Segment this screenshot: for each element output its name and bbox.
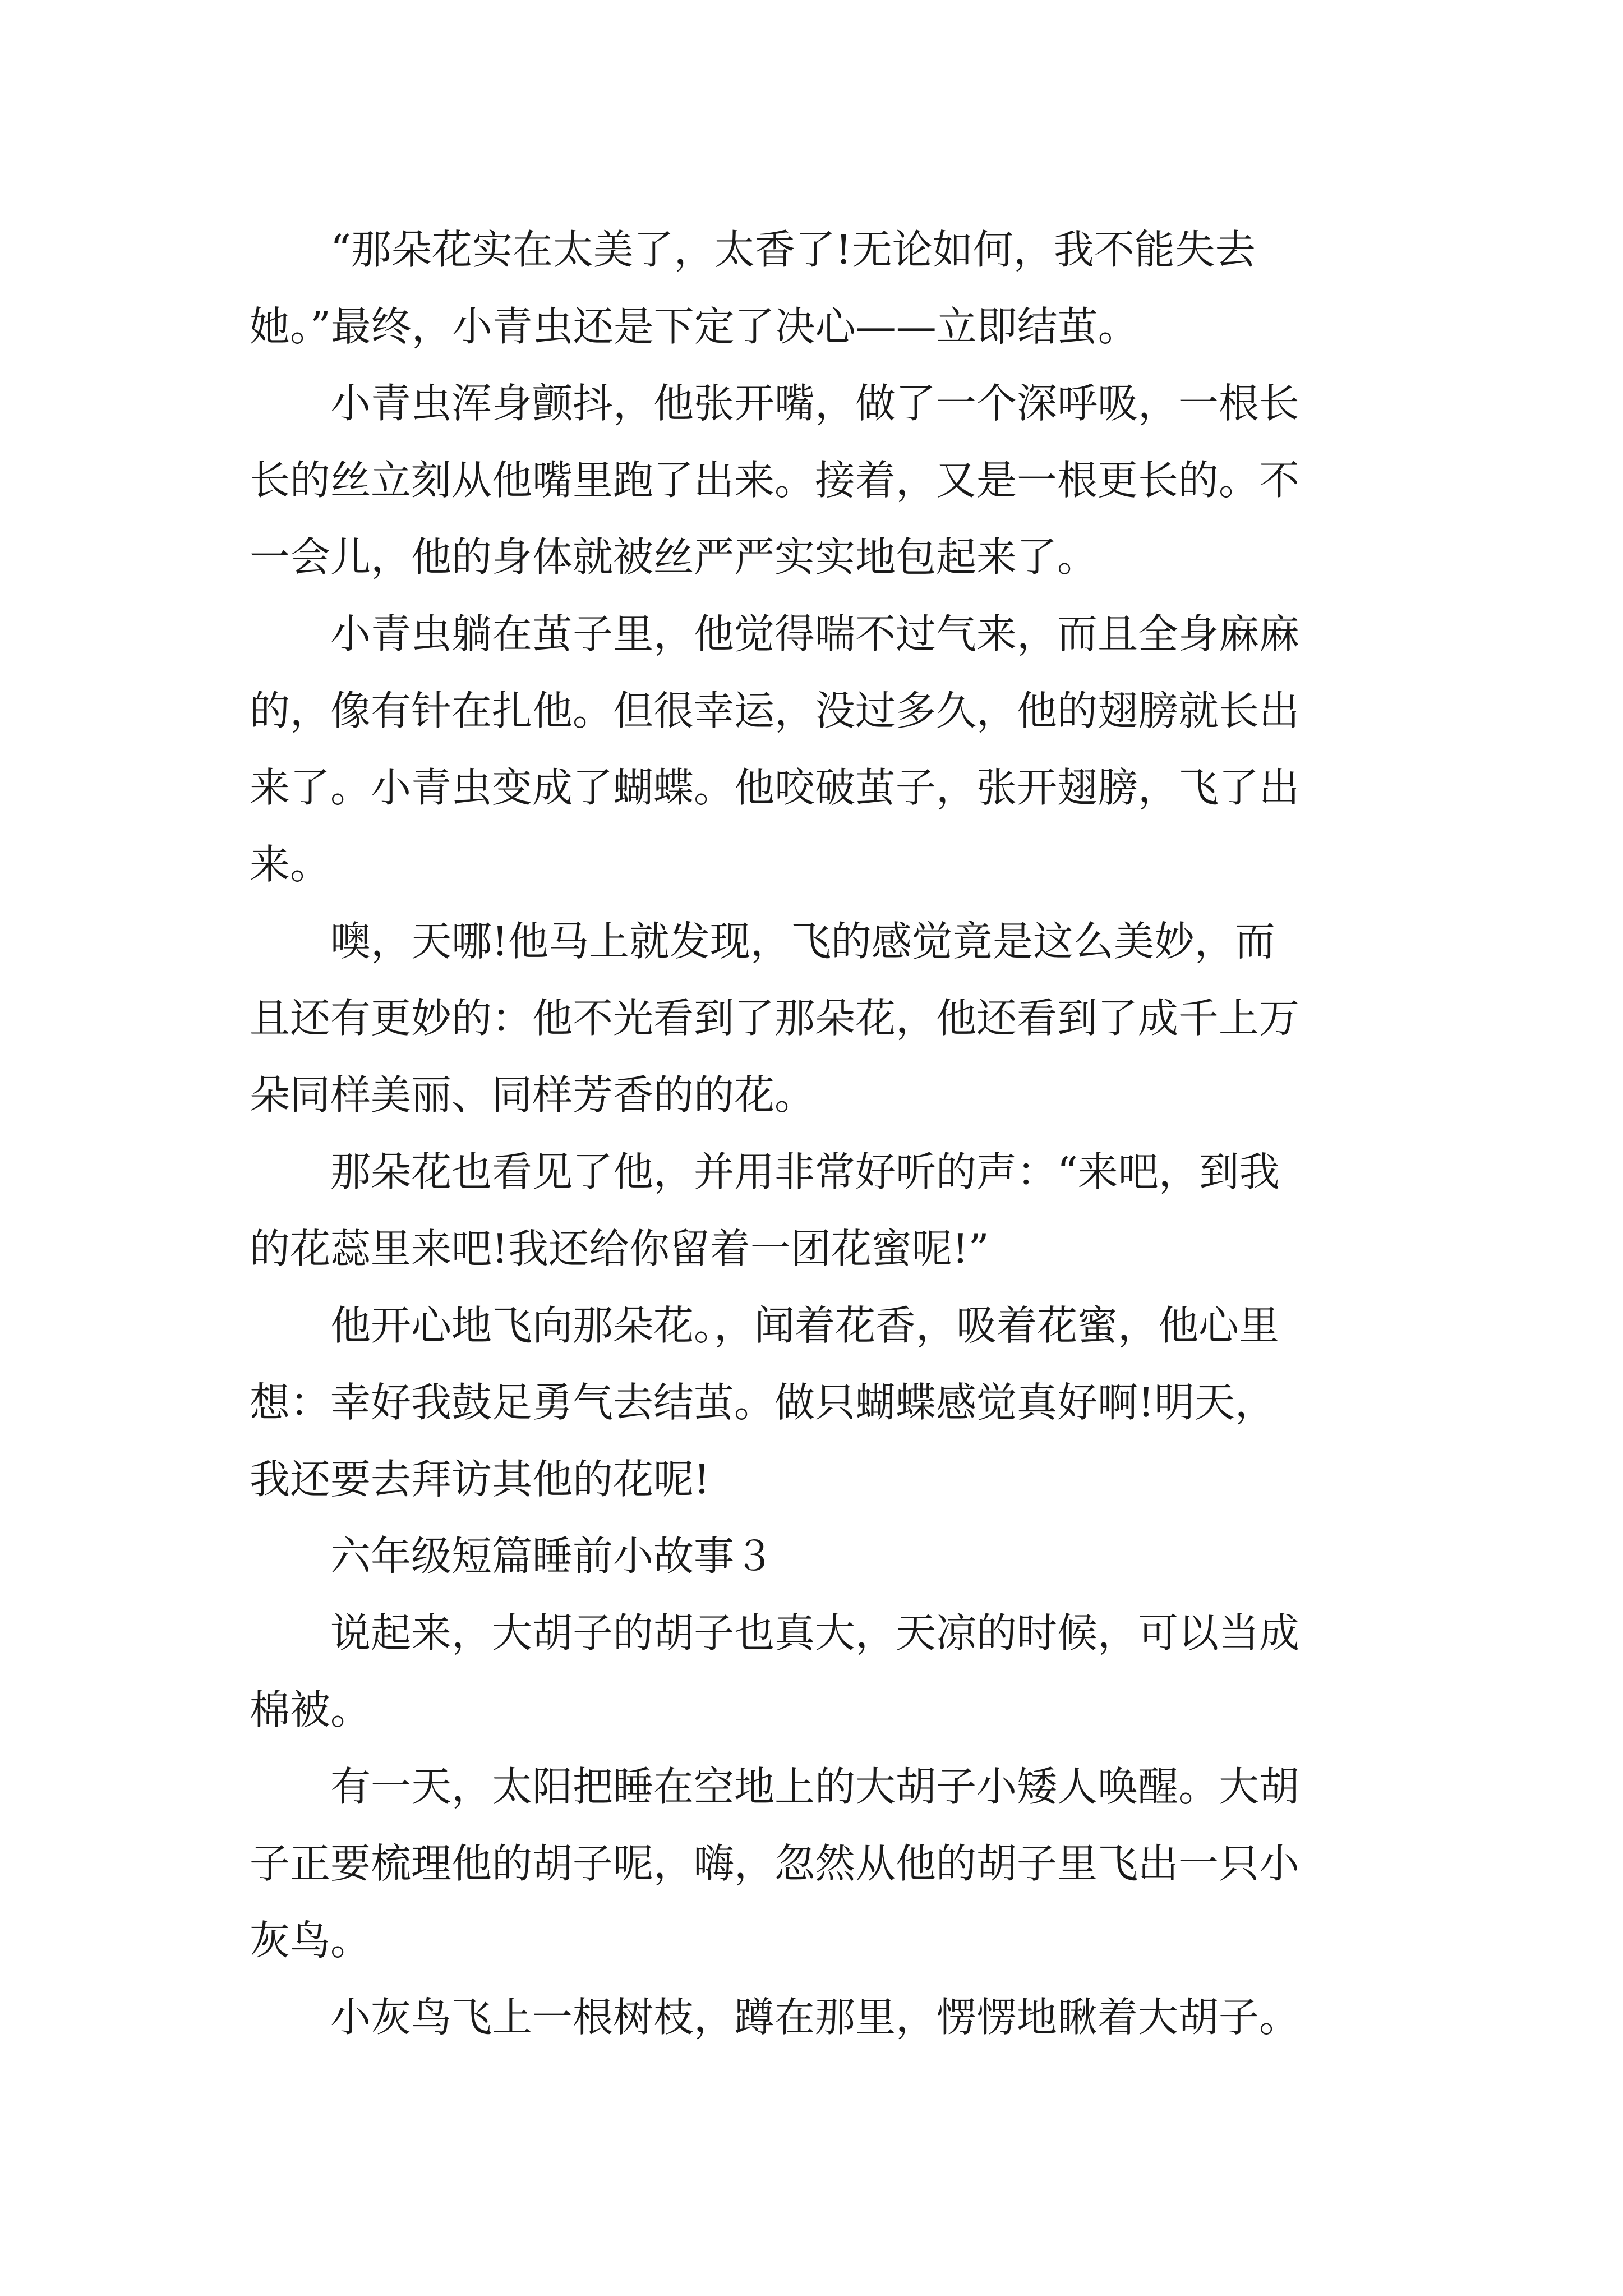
paragraph: 噢，天哪!他马上就发现，飞的感觉竟是这么美妙，而 且还有更妙的：他不光看到了那朵花，他还看到了成千上万 朵同样美丽、同样芳香的的花。: [250, 918, 1300, 1119]
paragraph: 他开心地飞向那朵花。，闻着花香，吸着花蜜，他心里 想：幸好我鼓足勇气去结茧。做只蝴蝶感觉真好啊!明天， 我还要去拜访其他的花呢!: [250, 1302, 1280, 1503]
paragraph: 小青虫躺在茧子里，他觉得喘不过气来，而且全身麻麻 的，像有针在扎他。但很幸运，没过多久，他的翅膀就长出 来了。小青虫变成了蝴蝶。他咬破茧子，张开翅膀，飞了出 来。: [250, 610, 1300, 888]
paragraph: 小灰鸟飞上一根树枝，蹲在那里，愣愣地瞅着大胡子。: [330, 1994, 1300, 2041]
document-body: [250, 211, 1413, 2056]
paragraph: 小青虫浑身颤抖，他张开嘴，做了一个深呼吸，一根长 长的丝立刻从他嘴里跑了出来。接着，又是一根更长的。不 一会儿，他的身体就被丝严严实实地包起来了。: [250, 380, 1300, 581]
paragraph: 说起来，大胡子的胡子也真大，天凉的时候，可以当成 棉被。: [250, 1609, 1300, 1733]
paragraph: “那朵花实在太美了，太香了!无论如何，我不能失去 她。”最终，小青虫还是下定了决心——立即结茧。: [250, 226, 1256, 350]
section-heading: 六年级短篇睡前小故事３: [330, 1533, 775, 1580]
paragraph: 那朵花也看见了他，并用非常好听的声：“来吧，到我 的花蕊里来吧!我还给你留着一团花蜜呢!”: [250, 1148, 1280, 1272]
paragraph: 有一天，太阳把睡在空地上的大胡子小矮人唤醒。大胡 子正要梳理他的胡子呢，嗨，忽然从他的胡子里飞出一只小 灰鸟。: [250, 1763, 1300, 1964]
